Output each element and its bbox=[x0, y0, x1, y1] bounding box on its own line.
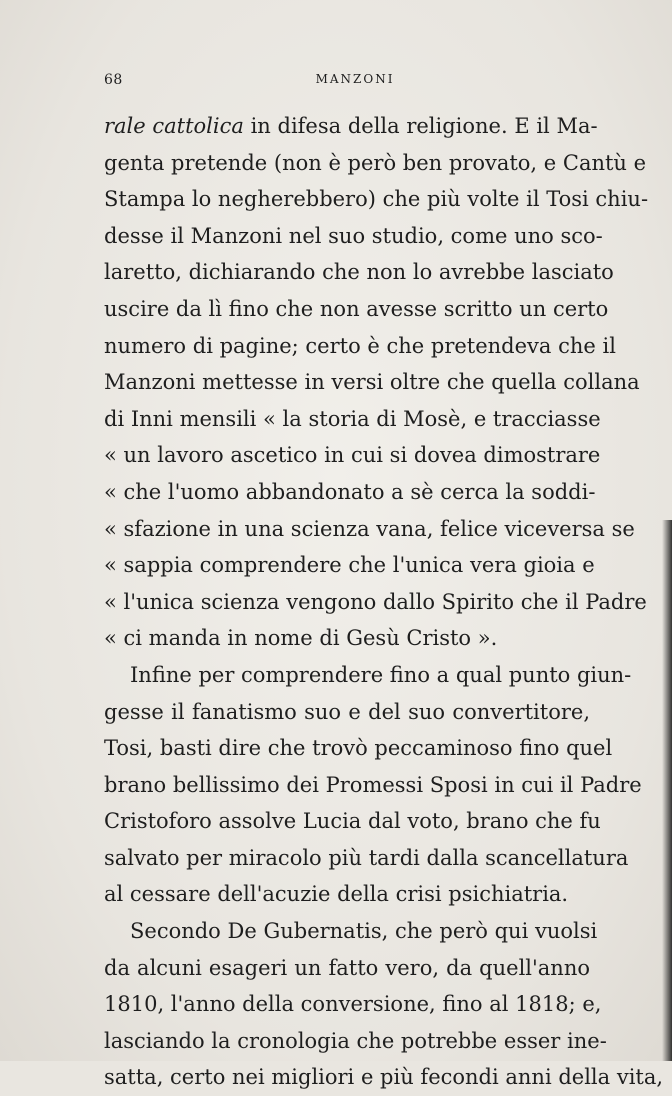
text-line: Stampa lo negherebbero) che più volte il Tosi chiu- bbox=[104, 187, 649, 212]
body-text bbox=[104, 108, 664, 1096]
text-line: brano bellissimo dei Promessi Sposi in cui il Padre bbox=[104, 772, 642, 797]
page-edge-shadow bbox=[662, 520, 672, 1061]
text-line: lasciando la cronologia che potrebbe esser ine- bbox=[104, 1028, 607, 1053]
text-line: Secondo De Gubernatis, che però qui vuolsi bbox=[130, 919, 598, 944]
text-line: laretto, dichiarando che non lo avrebbe lasciato bbox=[104, 260, 614, 285]
text-line: « sappia comprendere che l'unica vera gioia e bbox=[104, 553, 595, 578]
text-line: uscire da lì fino che non avesse scritto un certo bbox=[104, 296, 609, 321]
text-line bbox=[104, 108, 598, 145]
text-line: Tosi, basti dire che trovò peccaminoso fino quel bbox=[104, 736, 613, 761]
text-line: Infine per comprendere fino a qual punto giun- bbox=[130, 662, 632, 687]
page-header bbox=[104, 72, 596, 92]
page-number: 68 bbox=[104, 72, 123, 88]
text-line: « ci manda in nome di Gesù Cristo ». bbox=[104, 626, 498, 651]
text-line: al cessare dell'acuzie della crisi psichiatria. bbox=[104, 882, 569, 907]
text-line: « sfazione in una scienza vana, felice viceversa se bbox=[104, 516, 635, 541]
text-line: « un lavoro ascetico in cui si dovea dimostrare bbox=[104, 443, 601, 468]
text-line: desse il Manzoni nel suo studio, come uno sco- bbox=[104, 223, 603, 248]
italic-phrase: rale cattolica bbox=[104, 114, 244, 138]
text-line: satta, certo nei migliori e più fecondi anni della vita, bbox=[104, 1065, 664, 1090]
text-line: salvato per miracolo più tardi dalla scancellatura bbox=[104, 845, 629, 870]
running-title: MANZONI bbox=[315, 72, 395, 86]
text-line: gesse il fanatismo suo e del suo convertitore, bbox=[104, 699, 590, 724]
line-text: in difesa della religione. E il Ma- bbox=[243, 114, 598, 138]
text-line: numero di pagine; certo è che pretendeva che il bbox=[104, 333, 616, 358]
text-line: « l'unica scienza vengono dallo Spirito che il Padre bbox=[104, 589, 647, 614]
text-line: genta pretende (non è però ben provato, e Cantù e bbox=[104, 150, 647, 175]
text-line: di Inni mensili « la storia di Mosè, e tracciasse bbox=[104, 406, 601, 431]
text-line: 1810, l'anno della conversione, fino al 1818; e, bbox=[104, 992, 602, 1017]
text-line: Manzoni mettesse in versi oltre che quella collana bbox=[104, 370, 640, 395]
text-line: « che l'uomo abbandonato a sè cerca la soddi- bbox=[104, 479, 596, 504]
text-line: Cristoforo assolve Lucia dal voto, brano che fu bbox=[104, 809, 601, 834]
text-line: da alcuni esageri un fatto vero, da quell'anno bbox=[104, 955, 590, 980]
